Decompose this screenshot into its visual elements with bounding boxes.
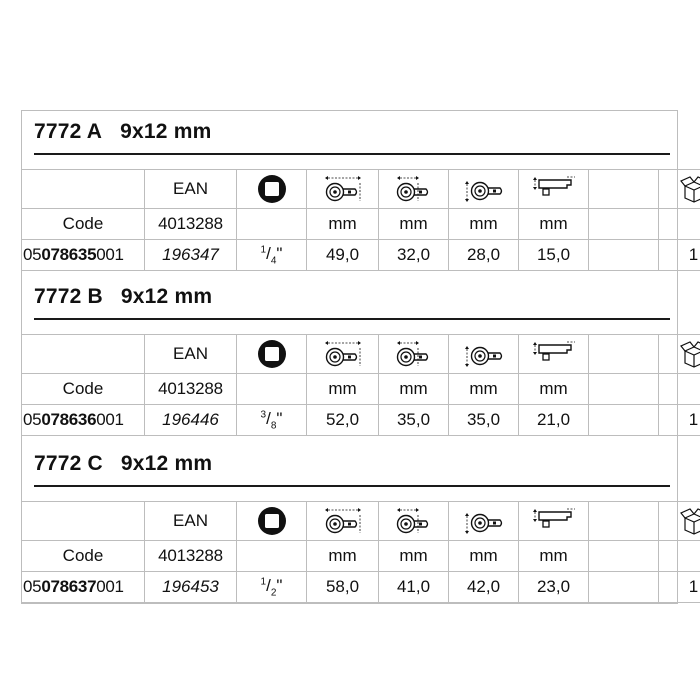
blank-cell (589, 335, 659, 374)
drive-header (237, 502, 307, 541)
ratchet-head-width-icon (464, 340, 504, 368)
unit-row (22, 209, 700, 240)
product-row (22, 240, 700, 271)
tool-size: 9x12 mm (120, 120, 212, 143)
value-head-length: 32,0 (379, 240, 449, 271)
order-code: 05078635001 (22, 240, 145, 271)
icon-header-row (22, 170, 700, 209)
ean-prefix: 4013288 (145, 541, 237, 572)
blank-cell (589, 209, 659, 240)
blank-cell (22, 170, 145, 209)
drive-header (237, 170, 307, 209)
order-code: 05078636001 (22, 405, 145, 436)
code-header: Code (22, 541, 145, 572)
spec-table (21, 169, 700, 271)
spec-table (21, 501, 700, 603)
value-head-length: 41,0 (379, 572, 449, 603)
unit-row (22, 374, 700, 405)
spec-table (21, 334, 700, 436)
blank-cell (659, 541, 700, 572)
head-width-header (449, 502, 519, 541)
length-header (307, 502, 379, 541)
model-number: 7772 C (34, 452, 103, 475)
unit-row (22, 541, 700, 572)
product-row (22, 572, 700, 603)
ratchet-head-width-icon (464, 507, 504, 535)
square-drive-icon (257, 174, 287, 204)
blank-cell (589, 170, 659, 209)
title-rule (34, 153, 670, 155)
drive-header (237, 335, 307, 374)
unit-head-width: mm (449, 541, 519, 572)
head-length-header (379, 502, 449, 541)
value-height: 23,0 (519, 572, 589, 603)
value-head-width: 28,0 (449, 240, 519, 271)
blank-cell (589, 572, 659, 603)
square-drive-icon (257, 506, 287, 536)
blank-cell (589, 240, 659, 271)
unit-head-width: mm (449, 374, 519, 405)
ratchet-head-length-icon (394, 175, 434, 203)
blank-cell (237, 541, 307, 572)
value-height: 15,0 (519, 240, 589, 271)
ratchet-length-icon (323, 175, 363, 203)
product-row (22, 405, 700, 436)
drive-size: $^1/_2$" (237, 572, 307, 603)
ean-header: EAN (145, 335, 237, 374)
unit-head-length: mm (379, 374, 449, 405)
packaging-box-icon (679, 174, 700, 204)
head-length-header (379, 335, 449, 374)
value-length: 49,0 (307, 240, 379, 271)
square-drive-icon (257, 339, 287, 369)
height-header (519, 170, 589, 209)
unit-length: mm (307, 209, 379, 240)
drive-size: $^1/_4$" (237, 240, 307, 271)
value-head-width: 42,0 (449, 572, 519, 603)
title-rule (34, 318, 670, 320)
unit-head-width: mm (449, 209, 519, 240)
code-header: Code (22, 374, 145, 405)
ratchet-height-icon (531, 175, 577, 203)
unit-height: mm (519, 209, 589, 240)
blank-cell (659, 209, 700, 240)
blank-cell (659, 374, 700, 405)
blank-cell (589, 541, 659, 572)
ean-prefix: 4013288 (145, 209, 237, 240)
value-length: 52,0 (307, 405, 379, 436)
packaging-header (659, 335, 700, 374)
quantity: 1 (659, 240, 700, 271)
head-width-header (449, 170, 519, 209)
ean-prefix: 4013288 (145, 374, 237, 405)
icon-header-row (22, 335, 700, 374)
ean-code: 196446 (145, 405, 237, 436)
blank-cell (22, 335, 145, 374)
unit-length: mm (307, 541, 379, 572)
value-head-width: 35,0 (449, 405, 519, 436)
head-width-header (449, 335, 519, 374)
packaging-header (659, 502, 700, 541)
unit-head-length: mm (379, 541, 449, 572)
quantity: 1 (659, 405, 700, 436)
icon-header-row (22, 502, 700, 541)
blank-cell (22, 502, 145, 541)
ratchet-length-icon (323, 507, 363, 535)
section-title (34, 448, 212, 480)
model-number: 7772 A (34, 120, 103, 143)
tool-size: 9x12 mm (120, 452, 213, 475)
ratchet-height-icon (531, 340, 577, 368)
packaging-box-icon (679, 339, 700, 369)
ratchet-head-length-icon (394, 340, 434, 368)
quantity: 1 (659, 572, 700, 603)
blank-cell (589, 374, 659, 405)
ratchet-head-length-icon (394, 507, 434, 535)
ean-header: EAN (145, 170, 237, 209)
order-code: 05078637001 (22, 572, 145, 603)
head-length-header (379, 170, 449, 209)
unit-head-length: mm (379, 209, 449, 240)
ratchet-head-width-icon (464, 175, 504, 203)
tool-size: 9x12 mm (120, 285, 213, 308)
height-header (519, 502, 589, 541)
unit-length: mm (307, 374, 379, 405)
section-title (34, 116, 211, 148)
blank-cell (237, 209, 307, 240)
value-height: 21,0 (519, 405, 589, 436)
packaging-header (659, 170, 700, 209)
length-header (307, 170, 379, 209)
ean-code: 196347 (145, 240, 237, 271)
unit-height: mm (519, 374, 589, 405)
section-title (34, 281, 212, 313)
unit-height: mm (519, 541, 589, 572)
blank-cell (589, 405, 659, 436)
model-number: 7772 B (34, 285, 103, 308)
blank-cell (237, 374, 307, 405)
value-length: 58,0 (307, 572, 379, 603)
ratchet-height-icon (531, 507, 577, 535)
ean-header: EAN (145, 502, 237, 541)
drive-size: $^3/_8$" (237, 405, 307, 436)
blank-cell (589, 502, 659, 541)
title-rule (34, 485, 670, 487)
ratchet-length-icon (323, 340, 363, 368)
packaging-box-icon (679, 506, 700, 536)
value-head-length: 35,0 (379, 405, 449, 436)
ean-code: 196453 (145, 572, 237, 603)
length-header (307, 335, 379, 374)
code-header: Code (22, 209, 145, 240)
height-header (519, 335, 589, 374)
